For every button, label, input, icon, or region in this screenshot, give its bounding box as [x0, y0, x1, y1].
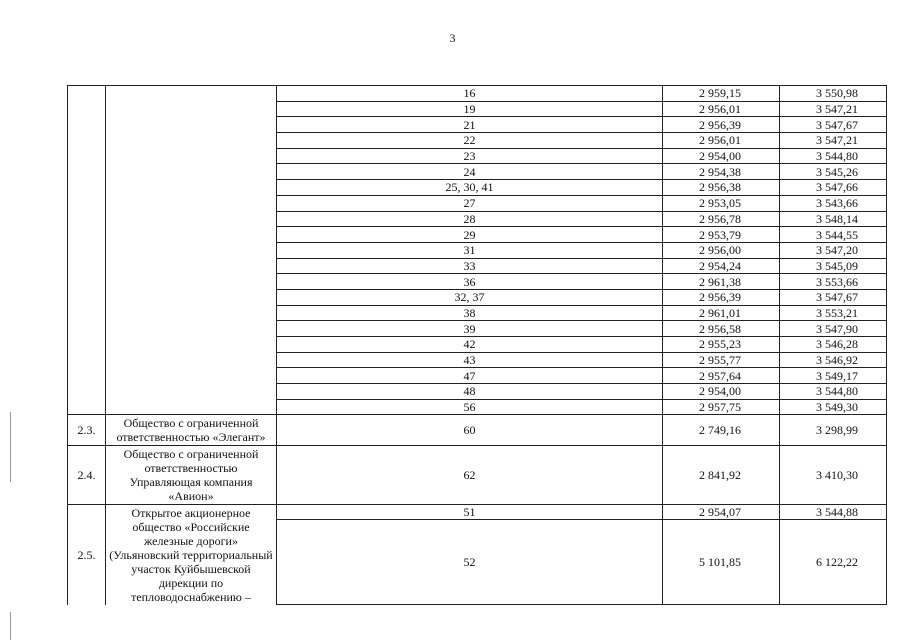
price-vat-cell: 3 546,92 [780, 352, 887, 368]
price-no-vat-cell: 2 961,38 [663, 274, 780, 290]
price-no-vat-cell: 2 961,01 [663, 305, 780, 321]
building-cell: 22 [277, 133, 663, 149]
building-cell: 51 [277, 505, 663, 520]
building-cell: 24 [277, 164, 663, 180]
tariff-table-body [68, 86, 887, 605]
organization-cell [106, 86, 277, 415]
building-cell: 60 [277, 415, 663, 446]
price-no-vat-cell: 2 955,77 [663, 352, 780, 368]
price-no-vat-cell: 2 841,92 [663, 446, 780, 505]
organization-name: Открытое акционерное общество «Российские железные дороги» (Ульяновский территориальный участок Куйбышевской дирекции по тепловодоснабжению – [106, 505, 277, 605]
row-number-cell: 2.4. [68, 446, 106, 505]
price-vat-cell: 3 547,67 [780, 289, 887, 305]
price-no-vat-cell: 2 956,58 [663, 321, 780, 337]
price-vat-cell: 3 546,28 [780, 337, 887, 353]
price-no-vat-cell: 2 956,01 [663, 101, 780, 117]
building-cell: 23 [277, 148, 663, 164]
price-vat-cell: 3 545,26 [780, 164, 887, 180]
price-vat-cell: 3 543,66 [780, 195, 887, 211]
building-cell: 48 [277, 384, 663, 400]
price-no-vat-cell: 2 953,79 [663, 227, 780, 243]
price-no-vat-cell: 2 956,01 [663, 133, 780, 149]
table-row [68, 86, 887, 102]
price-no-vat-cell: 2 954,38 [663, 164, 780, 180]
building-cell: 39 [277, 321, 663, 337]
table-row-org-2-5 [68, 505, 887, 520]
row-number-cell: 2.3. [68, 415, 106, 446]
price-no-vat-cell: 2 956,38 [663, 180, 780, 196]
building-cell: 33 [277, 258, 663, 274]
margin-mark [10, 412, 11, 482]
building-cell: 29 [277, 227, 663, 243]
price-vat-cell: 3 547,66 [780, 180, 887, 196]
price-vat-cell: 3 549,30 [780, 399, 887, 415]
building-cell: 56 [277, 399, 663, 415]
price-no-vat-cell: 2 954,07 [663, 505, 780, 520]
price-vat-cell: 3 547,20 [780, 242, 887, 258]
table-row-org-2-3 [68, 415, 887, 446]
building-cell: 21 [277, 117, 663, 133]
price-vat-cell: 3 547,90 [780, 321, 887, 337]
price-no-vat-cell: 2 749,16 [663, 415, 780, 446]
price-vat-cell: 3 545,09 [780, 258, 887, 274]
price-no-vat-cell: 2 956,78 [663, 211, 780, 227]
tariff-table [67, 85, 887, 605]
price-vat-cell: 3 553,21 [780, 305, 887, 321]
price-no-vat-cell: 2 956,39 [663, 289, 780, 305]
row-number-cell: 2.5. [68, 505, 106, 605]
price-no-vat-cell: 2 954,00 [663, 384, 780, 400]
price-vat-cell: 3 549,17 [780, 368, 887, 384]
price-no-vat-cell: 2 953,05 [663, 195, 780, 211]
building-cell: 19 [277, 101, 663, 117]
price-no-vat-cell: 2 956,39 [663, 117, 780, 133]
price-vat-cell: 3 547,21 [780, 101, 887, 117]
organization-name: Общество с ограниченной ответственностью Управляющая компания «Авион» [106, 446, 277, 505]
page-number: 3 [449, 31, 456, 45]
price-vat-cell: 3 544,55 [780, 227, 887, 243]
price-vat-cell: 3 544,80 [780, 148, 887, 164]
price-no-vat-cell: 2 955,23 [663, 337, 780, 353]
building-cell: 28 [277, 211, 663, 227]
price-no-vat-cell: 5 101,85 [663, 520, 780, 605]
building-cell: 36 [277, 274, 663, 290]
building-cell: 31 [277, 242, 663, 258]
price-no-vat-cell: 2 954,00 [663, 148, 780, 164]
building-cell: 38 [277, 305, 663, 321]
building-cell: 52 [277, 520, 663, 605]
price-vat-cell: 3 553,66 [780, 274, 887, 290]
organization-name: Общество с ограниченной ответственностью «Элегант» [106, 415, 277, 446]
building-cell: 27 [277, 195, 663, 211]
price-vat-cell: 3 544,80 [780, 384, 887, 400]
building-cell: 16 [277, 86, 663, 102]
price-vat-cell: 3 410,30 [780, 446, 887, 505]
price-no-vat-cell: 2 959,15 [663, 86, 780, 102]
price-vat-cell: 3 547,21 [780, 133, 887, 149]
price-vat-cell: 3 298,99 [780, 415, 887, 446]
building-cell: 43 [277, 352, 663, 368]
margin-mark [10, 612, 11, 640]
row-number-cell [68, 86, 106, 415]
price-vat-cell: 3 547,67 [780, 117, 887, 133]
building-cell: 32, 37 [277, 289, 663, 305]
price-vat-cell: 3 548,14 [780, 211, 887, 227]
building-cell: 47 [277, 368, 663, 384]
building-cell: 42 [277, 337, 663, 353]
price-no-vat-cell: 2 957,64 [663, 368, 780, 384]
price-no-vat-cell: 2 957,75 [663, 399, 780, 415]
price-no-vat-cell: 2 956,00 [663, 242, 780, 258]
price-vat-cell: 3 550,98 [780, 86, 887, 102]
price-vat-cell: 6 122,22 [780, 520, 887, 605]
table-row-org-2-4 [68, 446, 887, 505]
price-vat-cell: 3 544,88 [780, 505, 887, 520]
building-cell: 25, 30, 41 [277, 180, 663, 196]
price-no-vat-cell: 2 954,24 [663, 258, 780, 274]
building-cell: 62 [277, 446, 663, 505]
